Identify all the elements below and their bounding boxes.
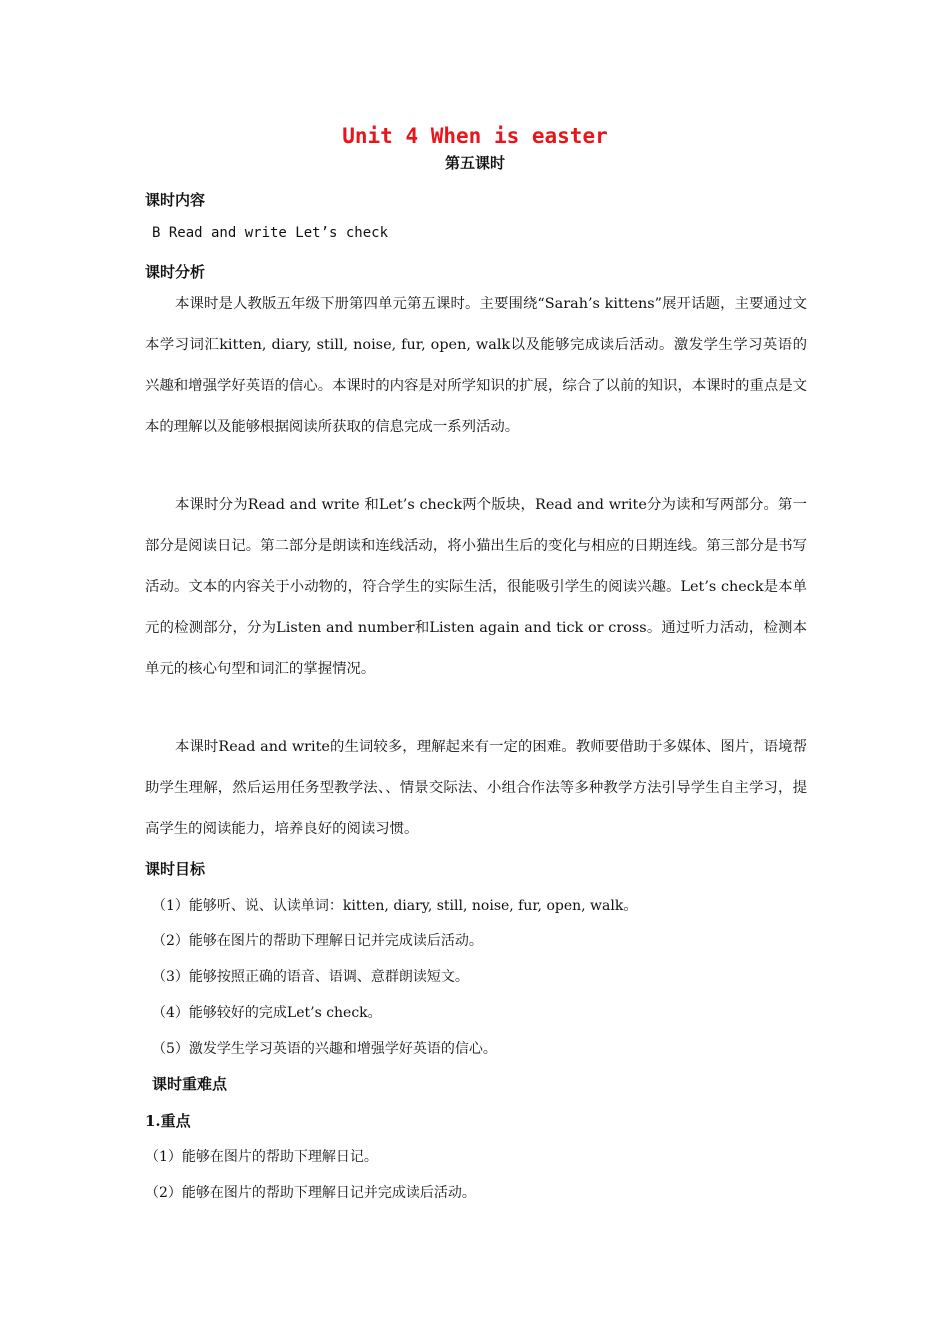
analysis-paragraph-2: 本课时分为Read and write 和Let’s check两个版块，Read and write分为读和写两部分。第一部分是阅读日记。第二部分是朗读和连线活动，将小猫出生后的变化与相应的日期连线。第三部分是书写活动。文本的内容关于小动物的，符合学生的实际生活，很能吸引学生的阅读兴趣。Let’s check是本单元的检测部分，分为Listen and number和Listen again and tick or cross。通过听力活动，检测本单元的核心句型和词汇的掌握情况。 bbox=[145, 497, 807, 677]
key-point-item: （2）能够在图片的帮助下理解日记并完成读后活动。 bbox=[145, 1185, 476, 1201]
content-text: B Read and write Let’s check bbox=[152, 225, 389, 241]
analysis-paragraph-3: 本课时Read and write的生词较多，理解起来有一定的困难。教师要借助于多媒体、图片，语境帮助学生理解，然后运用任务型教学法、、情景交际法、小组合作法等多种教学方法引导学生自主学习，提高学生的阅读能力，培养良好的阅读习惯。 bbox=[145, 739, 807, 837]
goal-item: （5）激发学生学习英语的兴趣和增强学好英语的信心。 bbox=[152, 1041, 497, 1057]
key-point-item: （1）能够在图片的帮助下理解日记。 bbox=[145, 1149, 378, 1165]
document-subtitle: 第五课时 bbox=[444, 154, 505, 172]
goal-item: （4）能够较好的完成Let’s check。 bbox=[152, 1005, 382, 1021]
goal-item: （3）能够按照正确的语音、语调、意群朗读短文。 bbox=[152, 969, 469, 985]
section-heading-goals: 课时目标 bbox=[145, 860, 206, 878]
key-points-subheading: 1.重点 bbox=[145, 1112, 191, 1130]
goal-item: （1）能够听、说、认读单词：kitten, diary, still, noise, fur, open, walk。 bbox=[152, 898, 638, 914]
section-heading-key-points: 课时重难点 bbox=[152, 1075, 228, 1093]
analysis-paragraph-1: 本课时是人教版五年级下册第四单元第五课时。主要围绕“Sarah’s kittens”展开话题，主要通过文本学习词汇kitten, diary, still, noise, fur, open, walk以及能够完成读后活动。激发学生学习英语的兴趣和增强学好英语的信心。本课时的内容是对所学知识的扩展，综合了以前的知识，本课时的重点是文本的理解以及能够根据阅读所获取的信息完成一系列活动。 bbox=[145, 296, 807, 435]
goal-item: （2）能够在图片的帮助下理解日记并完成读后活动。 bbox=[152, 933, 483, 949]
section-heading-analysis: 课时分析 bbox=[145, 263, 206, 281]
section-heading-content: 课时内容 bbox=[145, 191, 206, 209]
document-title: Unit 4 When is easter bbox=[342, 124, 608, 148]
